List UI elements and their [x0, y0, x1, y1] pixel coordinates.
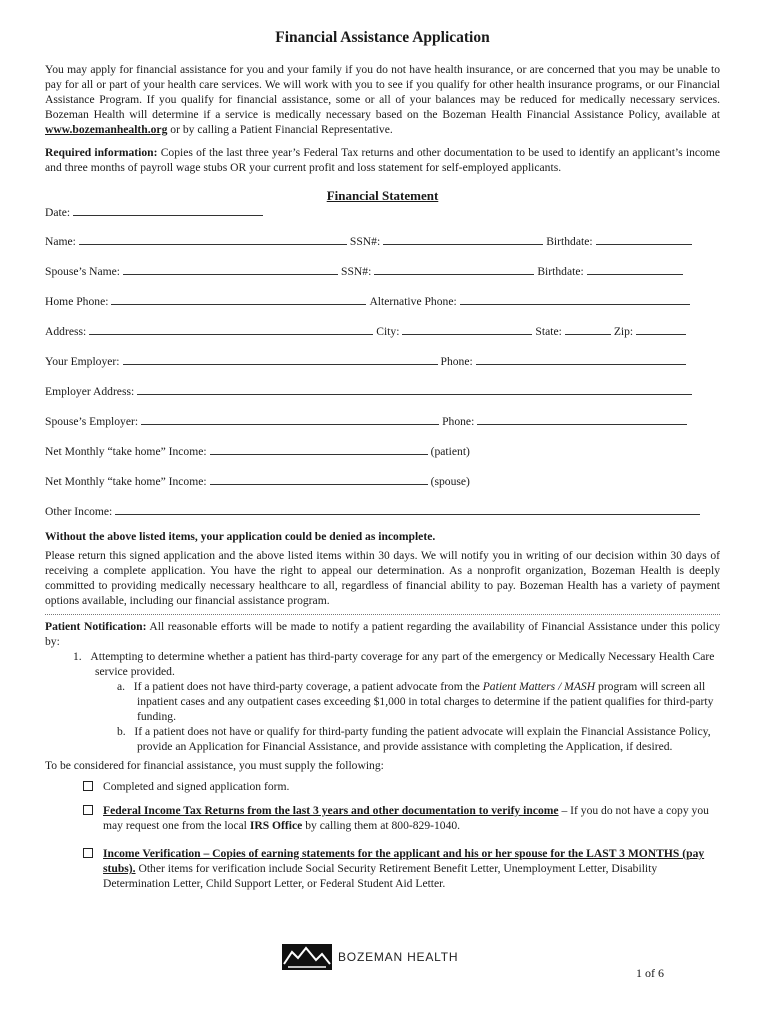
spouse-name-label: Spouse’s Name:: [45, 265, 121, 278]
form-row-name: [45, 233, 720, 263]
employer-address-field[interactable]: [137, 383, 692, 395]
other-income-label: Other Income:: [45, 505, 113, 518]
form-row-employer-address: [45, 383, 720, 413]
website-link[interactable]: www.bozemanhealth.org: [45, 123, 168, 136]
net-income-spouse-field[interactable]: [210, 473, 428, 485]
spouse-employer-label: Spouse’s Employer:: [45, 415, 139, 428]
address-field[interactable]: [89, 323, 373, 335]
date-field[interactable]: [73, 204, 263, 216]
checklist-2-irs: IRS Office: [249, 819, 303, 832]
form-row-income-patient: [45, 443, 720, 473]
warning-text: Without the above listed items, your application could be denied as incomplete.: [45, 530, 436, 543]
spouse-birthdate-label: Birthdate:: [537, 265, 584, 278]
home-phone-field[interactable]: [111, 293, 366, 305]
form-row-income-spouse: [45, 473, 720, 503]
item-1-number: 1.: [73, 650, 82, 663]
ssn-label: SSN#:: [349, 235, 381, 248]
required-info-paragraph: [45, 145, 720, 175]
checklist-1-text: Completed and signed application form.: [103, 780, 290, 793]
birthdate-field[interactable]: [596, 233, 692, 245]
other-income-field[interactable]: [115, 503, 700, 515]
form-row-phone: [45, 293, 720, 323]
net-income-patient-label: Net Monthly “take home” Income:: [45, 445, 207, 458]
checkbox-icon[interactable]: [83, 781, 93, 791]
spouse-ssn-field[interactable]: [374, 263, 534, 275]
form-row-address: [45, 323, 720, 353]
notification-label: Patient Notification:: [45, 620, 147, 633]
section-divider: [45, 614, 720, 615]
form-row-other-income: [45, 503, 720, 529]
checklist-item-1: [45, 779, 720, 794]
intro-text-end: or by calling a Patient Financial Representative.: [170, 123, 393, 136]
intro-paragraph: [45, 62, 720, 137]
checkbox-icon[interactable]: [83, 805, 93, 815]
notification-text: All reasonable efforts will be made to notify a patient regarding the availability of Financial Assistance under this policy by:: [45, 620, 720, 648]
zip-field[interactable]: [636, 323, 686, 335]
form-row-date: [45, 204, 720, 233]
net-income-spouse-label: Net Monthly “take home” Income:: [45, 475, 207, 488]
spouse-employer-phone-field[interactable]: [477, 413, 687, 425]
sub-b-text: If a patient does not have or qualify for third-party funding the patient advocate will explain the Financial Assistance Policy, provide an Application for Financial Assistance, and provide assistance with completing the Application, if desired.: [134, 725, 711, 753]
spouse-employer-field[interactable]: [141, 413, 439, 425]
employer-label: Your Employer:: [45, 355, 120, 368]
logo-text: BOZEMAN HEALTH: [338, 949, 459, 964]
alt-phone-field[interactable]: [460, 293, 690, 305]
spouse-employer-phone-label: Phone:: [442, 415, 475, 428]
notification-sub-b: [45, 724, 720, 754]
state-label: State:: [535, 325, 562, 338]
employer-address-label: Employer Address:: [45, 385, 135, 398]
financial-statement-form: [45, 204, 720, 529]
supply-intro: To be considered for financial assistance, you must supply the following:: [45, 759, 384, 772]
checklist-2-bold: Federal Income Tax Returns from the last 3 years and other documentation to verify income: [103, 804, 559, 817]
spouse-birthdate-field[interactable]: [587, 263, 683, 275]
intro-text: You may apply for financial assistance for you and your family if you do not have health insurance, or are concerned that you may be unable to pay for all or part of your health care services. We will work with you to see if you qualify for other health insurance programs, or our Financial Assistance Program. If you qualify for financial assistance, some or all of your balances may be reduced for medically necessary services. Bozeman Health will determine if a service is medically necessary based on the Bozeman Health Financial Assistance Policy, available at: [45, 63, 720, 121]
form-row-spouse: [45, 263, 720, 293]
form-row-employer: [45, 353, 720, 383]
document-page: [45, 28, 720, 891]
bozeman-health-logo: [282, 944, 458, 970]
notification-item-1: [45, 649, 720, 679]
patient-label: (patient): [430, 445, 470, 458]
notification-paragraph: [45, 619, 720, 649]
date-label: Date:: [45, 206, 71, 219]
checklist-item-3: [45, 846, 720, 891]
spouse-ssn-label: SSN#:: [341, 265, 372, 278]
mountain-logo-icon: [282, 944, 332, 970]
page-title: Financial Assistance Application: [275, 29, 490, 46]
page-number: 1 of 6: [636, 966, 664, 980]
name-field[interactable]: [79, 233, 347, 245]
checklist-item-2: [45, 803, 720, 833]
return-paragraph: Please return this signed application and the above listed items within 30 days. We will notify you in writing of our decision within 30 days of receiving a complete application. You have the right to appeal our determination. As a nonprofit organization, Bozeman Health is deeply committed to providing medically necessary healthcare to all, regardless of financial ability to pay. Bozeman Health has a variety of payment options available, including our financial assistance program.: [45, 549, 720, 607]
home-phone-label: Home Phone:: [45, 295, 109, 308]
checklist-3-text: Other items for verification include Social Security Retirement Benefit Letter, Unemployment Letter, Disability Determination Letter, Child Support Letter, or Federal Student Aid Letter.: [103, 862, 658, 890]
required-info-text: Copies of the last three year’s Federal Tax returns and other documentation to be used to identify an applicant’s income and three months of payroll wage stubs OR your current profit and loss statement for self-employed applicants.: [45, 146, 720, 174]
checklist-3-bold: Income Verification – Copies of earning statements for the applicant and his or her spouse for the LAST 3 MONTHS (pay stubs).: [103, 847, 705, 875]
birthdate-label: Birthdate:: [546, 235, 593, 248]
net-income-patient-field[interactable]: [210, 443, 428, 455]
spouse-label: (spouse): [430, 475, 470, 488]
zip-label: Zip:: [613, 325, 634, 338]
notification-sub-a: [45, 679, 720, 724]
checklist-2-end: by calling them at 800-829-1040.: [305, 819, 461, 832]
spouse-name-field[interactable]: [123, 263, 338, 275]
sub-a-program: Patient Matters / MASH: [482, 680, 596, 693]
employer-phone-field[interactable]: [476, 353, 686, 365]
form-row-spouse-employer: [45, 413, 720, 443]
state-field[interactable]: [565, 323, 611, 335]
alt-phone-label: Alternative Phone:: [369, 295, 457, 308]
sub-a-text: If a patient does not have third-party coverage, a patient advocate from the: [133, 680, 480, 693]
checkbox-icon[interactable]: [83, 848, 93, 858]
city-label: City:: [376, 325, 400, 338]
required-info-label: Required information:: [45, 146, 158, 159]
sub-b-label: b.: [117, 725, 126, 738]
employer-field[interactable]: [123, 353, 438, 365]
ssn-field[interactable]: [383, 233, 543, 245]
checklist-2-text: – If you do not have a copy you may request one from the local: [103, 804, 709, 832]
financial-statement-heading: Financial Statement: [326, 188, 439, 203]
employer-phone-label: Phone:: [440, 355, 473, 368]
name-label: Name:: [45, 235, 76, 248]
sub-a-text-end: program will screen all inpatient cases and any outpatient cases exceeding $1,000 in total charges to determine if the patient qualifies for third-party funding.: [137, 680, 714, 723]
address-label: Address:: [45, 325, 87, 338]
sub-a-label: a.: [117, 680, 126, 693]
city-field[interactable]: [402, 323, 532, 335]
item-1-text: Attempting to determine whether a patient has third-party coverage for any part of the emergency or Medically Necessary Health Care service provided.: [90, 650, 715, 678]
